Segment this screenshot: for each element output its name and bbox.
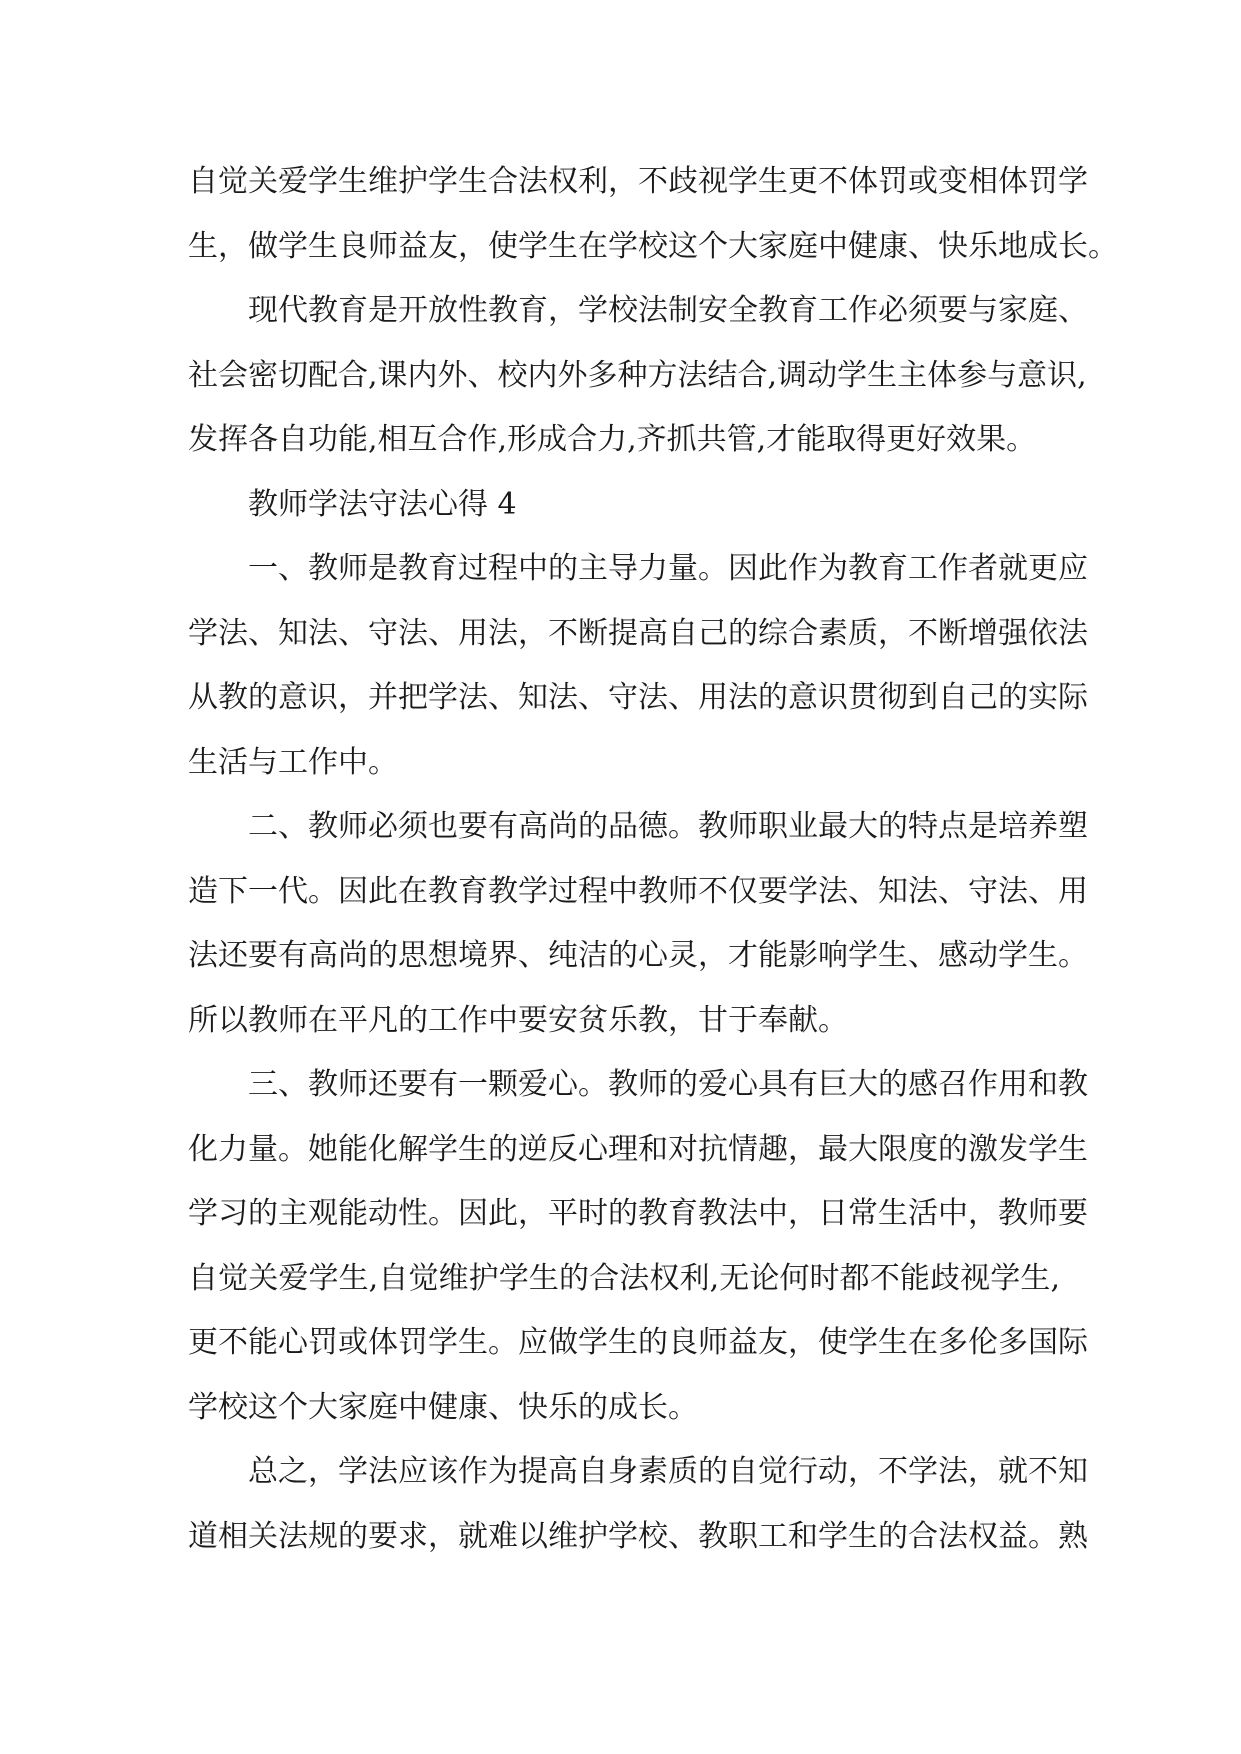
- paragraph: [188, 150, 1118, 279]
- text-line: 生活与工作中。: [188, 744, 398, 780]
- text-line: 学习的主观能动性。因此，平时的教育教法中，日常生活中，教师要: [188, 1196, 1088, 1231]
- paragraph: [188, 795, 1088, 1053]
- text-line: 现代教育是开放性教育，学校法制安全教育工作必须要与家庭、: [248, 293, 1088, 328]
- text-line: 道相关法规的要求，就难以维护学校、教职工和学生的合法权益。熟: [188, 1518, 1088, 1554]
- text-line: 造下一代。因此在教育教学过程中教师不仅要学法、知法、守法、用: [188, 873, 1088, 909]
- text-line: 学校这个大家庭中健康、快乐的成长。: [188, 1389, 698, 1425]
- text-line: 发挥各自功能,相互合作,形成合力,齐抓共管,才能取得更好效果。: [188, 422, 1037, 457]
- document-body: [188, 150, 1118, 1569]
- text-line: 学法、知法、守法、用法，不断提高自己的综合素质，不断增强依法: [188, 615, 1088, 651]
- text-line: 自觉关爱学生,自觉维护学生的合法权利,无论何时都不能歧视学生,: [188, 1260, 1060, 1296]
- section-heading: [188, 473, 1060, 538]
- text-line: 一、教师是教育过程中的主导力量。因此作为教育工作者就更应: [248, 551, 1088, 586]
- text-line: 教师学法守法心得 4: [248, 486, 517, 522]
- text-line: 更不能心罚或体罚学生。应做学生的良师益友，使学生在多伦多国际: [188, 1325, 1088, 1360]
- text-line: 所以教师在平凡的工作中要安贫乐教，甘于奉献。: [188, 1002, 848, 1038]
- paragraph: [188, 1053, 1088, 1440]
- paragraph: [188, 279, 1088, 473]
- text-line: 法还要有高尚的思想境界、纯洁的心灵，才能影响学生、感动学生。: [188, 938, 1088, 973]
- text-line: 二、教师必须也要有高尚的品德。教师职业最大的特点是培养塑: [248, 809, 1088, 844]
- text-line: 自觉关爱学生维护学生合法权利，不歧视学生更不体罚或变相体罚学: [188, 164, 1088, 199]
- text-line: 化力量。她能化解学生的逆反心理和对抗情趣，最大限度的激发学生: [188, 1131, 1088, 1167]
- text-line: 生，做学生良师益友，使学生在学校这个大家庭中健康、快乐地成长。: [188, 228, 1118, 264]
- paragraph: [188, 537, 1088, 795]
- text-line: 从教的意识，并把学法、知法、守法、用法的意识贯彻到自己的实际: [188, 680, 1088, 715]
- text-line: 总之，学法应该作为提高自身素质的自觉行动，不学法，就不知: [248, 1454, 1088, 1489]
- text-line: 社会密切配合,课内外、校内外多种方法结合,调动学生主体参与意识,: [188, 357, 1087, 393]
- text-line: 三、教师还要有一颗爱心。教师的爱心具有巨大的感召作用和教: [248, 1067, 1088, 1102]
- paragraph: [188, 1440, 1088, 1569]
